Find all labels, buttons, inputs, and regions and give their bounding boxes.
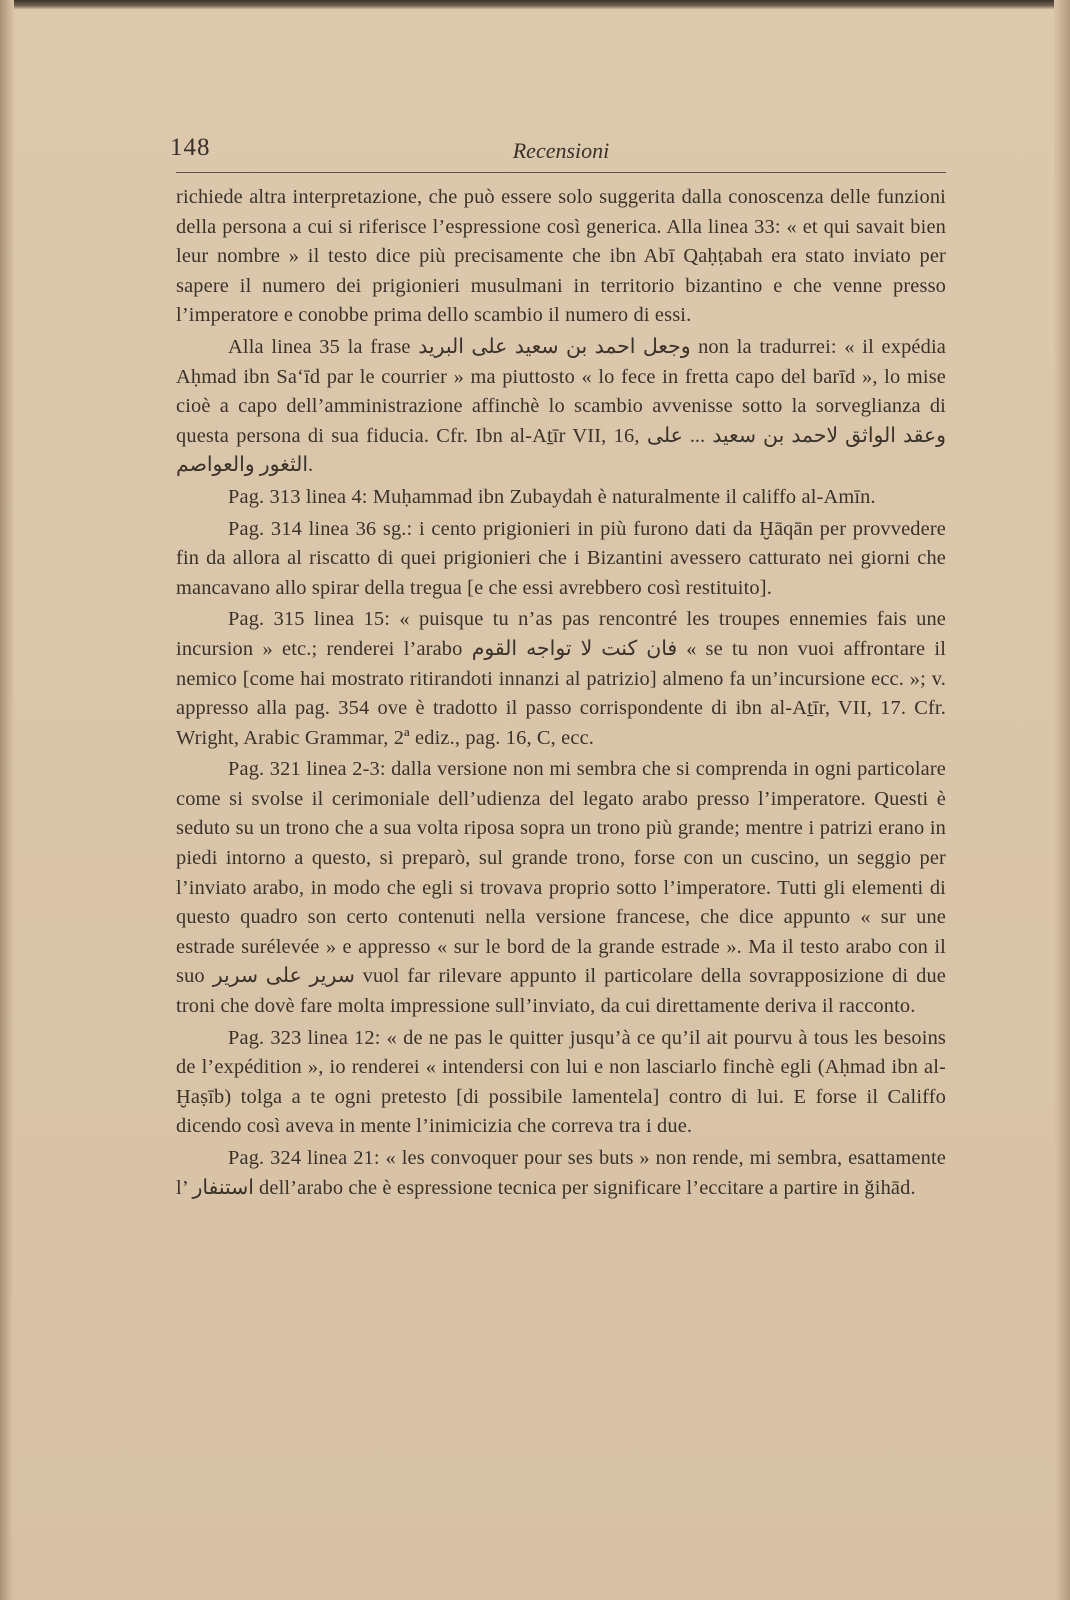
paragraph: Pag. 313 linea 4: Muḥammad ibn Zubaydah è naturalmente il califfo al-Amīn. (228, 485, 876, 508)
paragraph: richiede altra interpretazione, che può essere solo suggerita dalla conoscenza delle funzioni della persona a cui si riferisce l’espressione così generica. Alla linea 33: « et qui savait bien leur nombre » il testo dice più precisamente che ibn Abī Qaḥṭabah era stato inviato per sapere il numero dei prigionieri musulmani in territorio bizantino e che venne presso l’imperatore e conobbe prima dello scambio il numero di essi. (176, 186, 946, 327)
page-header (170, 130, 946, 173)
running-head: Recensioni (512, 138, 610, 163)
page-body (176, 183, 946, 1203)
paragraph: Pag. 321 linea 2-3: dalla versione non mi sembra che si comprenda in ogni particolare come si svolse il cerimoniale dell’udienza del legato arabo presso l’imperatore. Questi è seduto su un trono che a sua volta riposa sopra un trono più grande; mentre i patrizi erano in piedi intorno a questo, si preparò, sul grande trono, forse con un cuscino, un seggio per l’inviato arabo, in modo che egli si trovava proprio sotto l’imperatore. Tutti gli elementi di questo quadro son certo contenuti nella versione francese, che dice appunto « sur une estrade surélevée » e appresso « sur le bord de la grande estrade ». Ma il testo arabo con il suo سرير على سرير vuol far rilevare appunto il particolare della sovrapposizione di due troni che dovè fare molta impressione sull’inviato, da cui direttamente deriva il racconto. (176, 758, 946, 1018)
paragraph: Pag. 324 linea 21: « les convoquer pour ses buts » non rende, mi sembra, esattamente l’ استنفار dell’arabo che è espressione tecnica per significare l’eccitare a partire in ǧihād. (176, 1147, 946, 1199)
scan-left-edge (0, 0, 14, 1600)
paragraph: Pag. 314 linea 36 sg.: i cento prigionieri in più furono dati da Ḫāqān per provvedere fin da allora al riscatto di quei prigionieri che i Bizantini avessero catturato nei giorni che mancavano allo spirar della tregua [e che essi avrebbero così restituito]. (176, 517, 946, 599)
book-page (170, 130, 947, 1203)
page-number: 148 (170, 134, 211, 161)
paragraph: Alla linea 35 la frase وجعل احمد بن سعيد على البريد non la tradurrei: « il expédia Aḥmad ibn Sa‘īd par le courrier » ma piuttosto « lo fece in fretta capo del barīd », lo mise cioè a capo dell’amministrazione affinchè lo scambio avvenisse sotto la sorveglianza di questa persona di sua fiducia. Cfr. Ibn al-Aṯīr VII, 16, وعقد الواثق لاحمد بن سعيد ... على الثغور والعواصم. (176, 335, 947, 477)
scan-top-edge (0, 0, 1070, 9)
paragraph: Pag. 315 linea 15: « puisque tu n’as pas rencontré les troupes ennemies fais une incursion » etc.; renderei l’arabo فان كنت لا تواجه القوم « se tu non vuoi affrontare il nemico [come hai mostrato ritirandoti innanzi al patrizio] almeno fa un’incursione ecc. »; v. appresso alla pag. 354 ove è tradotto il passo corrispondente di ibn al-Aṯīr, VII, 17. Cfr. Wright, Arabic Grammar, 2ª ediz., pag. 16, C, ecc. (176, 608, 947, 749)
scan-right-edge (1054, 0, 1070, 1600)
paragraph: Pag. 323 linea 12: « de ne pas le quitter jusqu’à ce qu’il ait pourvu à tous les besoins de l’expédition », io renderei « intendersi con lui e non lasciarlo finchè egli (Aḥmad ibn al-Ḫaṣīb) tolga a te ogni pretesto [di possibile lamentela] contro di lui. E forse il Califfo dicendo così aveva in mente l’inimicizia che correva tra i due. (176, 1026, 946, 1138)
